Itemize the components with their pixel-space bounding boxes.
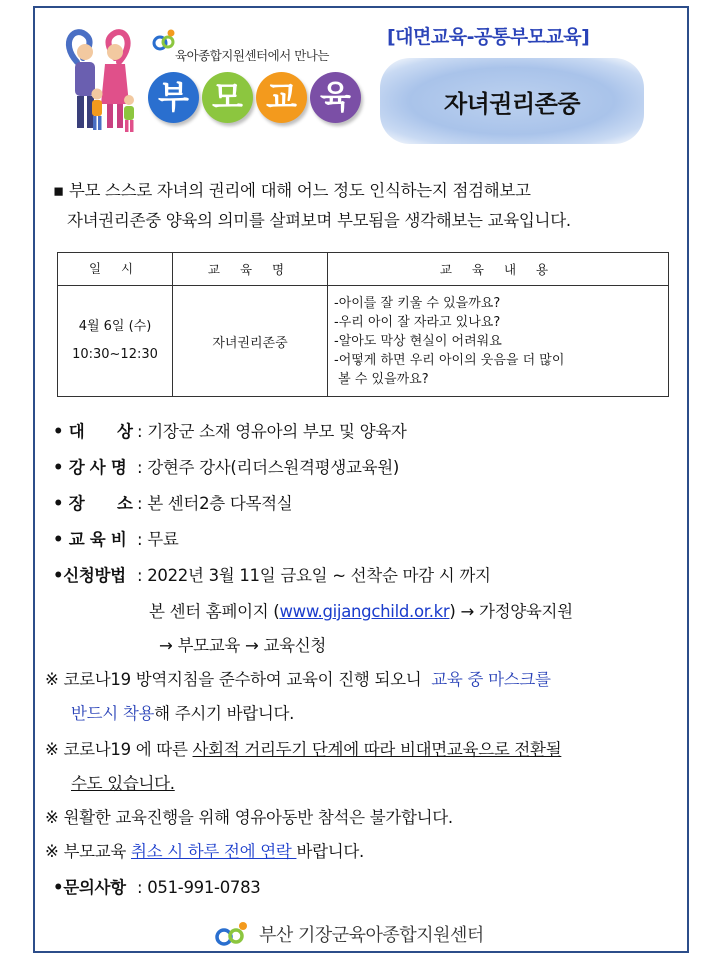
title-banner	[380, 58, 644, 144]
content-item: -어떻게 하면 우리 아이의 웃음을 더 많이	[334, 352, 565, 368]
note-mask-post: 해 주시기 바랍니다.	[154, 704, 295, 723]
note-cancel-pre: ※ 부모교육	[45, 842, 131, 861]
cell-time: 10:30~12:30	[72, 347, 158, 362]
note-mask	[45, 666, 551, 690]
table-header-row	[58, 253, 669, 286]
center-logo-icon	[151, 28, 177, 54]
note-mask-pre: ※ 코로나19 방역지침을 준수하여 교육이 진행 되오니	[45, 670, 432, 689]
content-item: -아이를 잘 키울 수 있을까요?	[334, 295, 501, 311]
info-fee-value: : 무료	[137, 530, 179, 549]
apply-line-2-pre: 본 센터 홈페이지 (	[149, 602, 280, 621]
info-apply-value: : 2022년 3월 11일 금요일 ~ 선착순 마감 시 까지	[137, 566, 491, 585]
note-distancing-underline-2: 수도 있습니다.	[71, 774, 175, 793]
note-mask-highlight-2: 반드시 착용	[71, 704, 155, 723]
info-lecturer-key: • 강 사 명	[53, 458, 127, 477]
footer-org: 부산 기장군육아종합지원센터	[259, 925, 484, 946]
apply-line-2-post: ) → 가정양육지원	[449, 602, 573, 621]
info-fee	[53, 526, 178, 550]
info-contact-key: •문의사항	[53, 878, 126, 897]
info-target-key: • 대 상	[53, 422, 133, 441]
center-logo-footer-icon	[213, 920, 253, 948]
apply-line-2	[149, 598, 573, 622]
header-caption: 육아종합지원센터에서 만나는	[175, 48, 329, 63]
content-item: 볼 수 있을까요?	[334, 371, 429, 387]
logo-ball-1: 부	[148, 72, 199, 123]
note-mask-highlight: 교육 중 마스크를	[431, 670, 551, 689]
intro-line-2: 자녀권리존중 양육의 의미를 살펴보며 부모됨을 생각해보는 교육입니다.	[67, 211, 571, 230]
homepage-link[interactable]: www.gijangchild.or.kr	[279, 602, 450, 621]
note-cancel-post: 바랍니다.	[296, 842, 364, 861]
cell-name: 자녀권리존중	[173, 286, 328, 397]
note-cancel-link[interactable]: 취소 시 하루 전에 연락	[130, 842, 297, 861]
cell-datetime	[58, 286, 173, 397]
header-name: 교 육 명	[173, 253, 328, 286]
header-date: 일 시	[58, 253, 173, 286]
info-fee-key: • 교 육 비	[53, 530, 127, 549]
family-illustration-icon	[57, 22, 141, 140]
info-contact-value: : 051-991-0783	[137, 878, 261, 897]
note-mask-cont	[71, 700, 294, 724]
parent-education-logo	[148, 72, 362, 140]
education-type-tag: [대면교육-공통부모교육]	[387, 26, 590, 48]
info-place-value: : 본 센터2층 다목적실	[137, 494, 293, 513]
info-target	[53, 418, 407, 442]
logo-ball-4: 육	[310, 72, 361, 123]
table-row	[58, 286, 669, 397]
notice-frame	[33, 6, 689, 953]
info-apply-key: •신청방법	[53, 566, 126, 585]
note-distancing-pre: ※ 코로나19 에 따른	[45, 740, 193, 759]
note-children: ※ 원활한 교육진행을 위해 영유아동반 참석은 불가합니다.	[45, 808, 453, 827]
note-cancel	[45, 838, 364, 862]
content-item: -알아도 막상 현실이 어려워요	[334, 333, 502, 349]
logo-ball-2: 모	[202, 72, 253, 123]
info-place-key: • 장 소	[53, 494, 133, 513]
page-title: 자녀권리존중	[443, 89, 581, 118]
apply-line-3: → 부모교육 → 교육신청	[159, 636, 326, 655]
info-place	[53, 490, 292, 514]
footer	[213, 920, 484, 948]
cell-date: 4월 6일 (수)	[78, 319, 152, 334]
note-distancing-underline: 사회적 거리두기 단계에 따라 비대면교육으로 전환될	[192, 740, 562, 759]
info-apply	[53, 562, 491, 586]
intro-line-1: ▪ 부모 스스로 자녀의 권리에 대해 어느 정도 인식하는지 점검해보고	[53, 181, 531, 200]
info-lecturer	[53, 454, 399, 478]
content-item: -우리 아이 잘 자라고 있나요?	[334, 314, 501, 330]
cell-contents	[328, 286, 669, 397]
logo-ball-3: 교	[256, 72, 307, 123]
header-contents: 교 육 내 용	[328, 253, 669, 286]
info-contact	[53, 874, 261, 898]
info-target-value: : 기장군 소재 영유아의 부모 및 양육자	[137, 422, 407, 441]
schedule-table	[57, 252, 669, 397]
intro-text	[53, 176, 571, 236]
info-lecturer-value: : 강현주 강사(리더스원격평생교육원)	[137, 458, 400, 477]
note-distancing	[45, 736, 561, 760]
note-distancing-cont	[71, 770, 175, 794]
